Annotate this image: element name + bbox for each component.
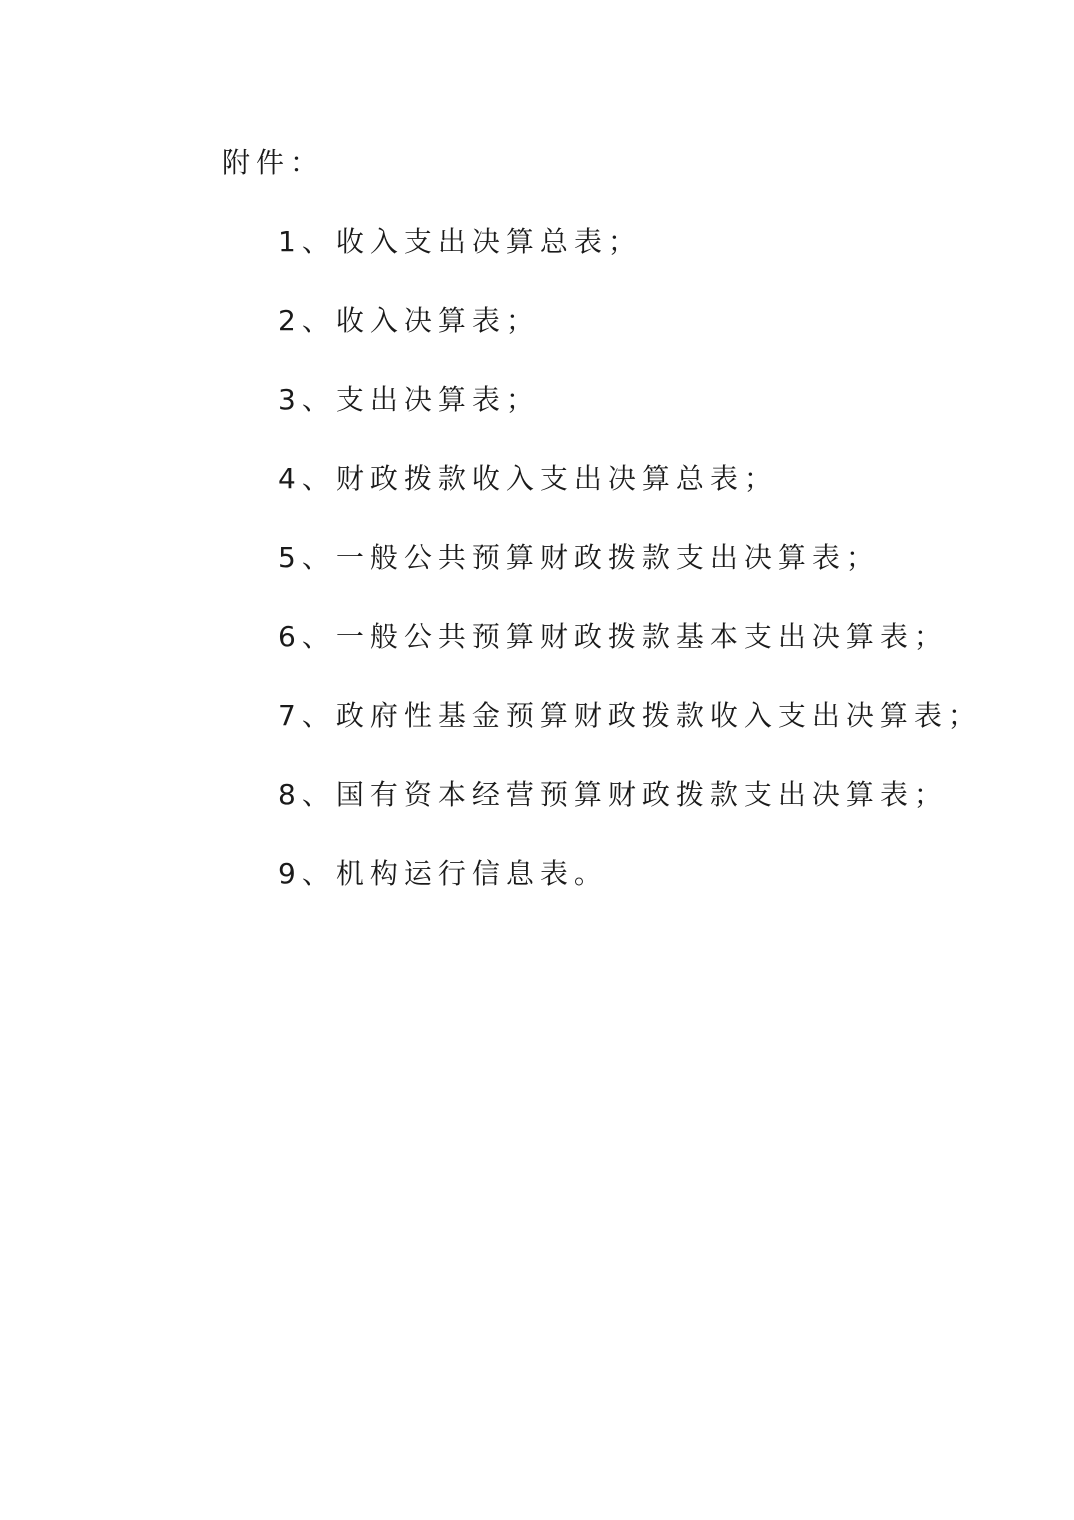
- attachment-item-6: 6、一般公共预算财政拨款基本支出决算表；: [278, 620, 948, 653]
- attachment-item-8: 8、国有资本经营预算财政拨款支出决算表；: [278, 778, 948, 811]
- attachment-list: [278, 222, 982, 933]
- attachment-item-7: 7、政府性基金预算财政拨款收入支出决算表；: [278, 699, 982, 732]
- attachment-item-2: 2、收入决算表；: [278, 304, 540, 337]
- attachment-item-9: 9、机构运行信息表。: [278, 857, 608, 890]
- attachment-item-4: 4、财政拨款收入支出决算总表；: [278, 462, 778, 495]
- attachments-heading: 附件：: [222, 146, 325, 179]
- attachment-item-3: 3、支出决算表；: [278, 383, 540, 416]
- attachment-item-5: 5、一般公共预算财政拨款支出决算表；: [278, 541, 880, 574]
- attachment-item-1: 1、收入支出决算总表；: [278, 225, 642, 258]
